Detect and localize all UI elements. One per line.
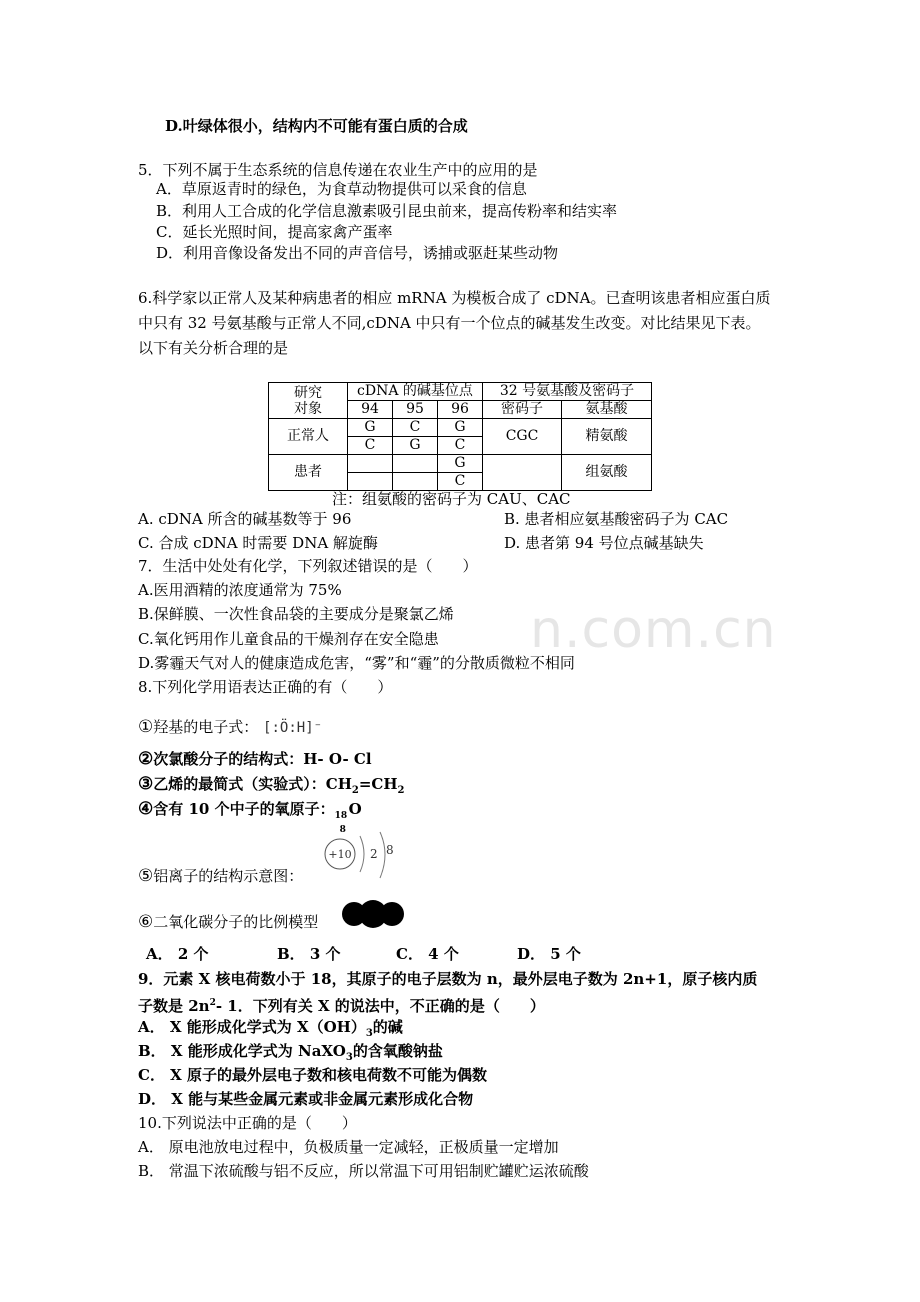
header-96: 96 [438, 401, 483, 419]
header-codon: 密码子 [483, 401, 562, 419]
q8-stem: 8.下列化学用语表达正确的有（ ） [138, 678, 393, 696]
q8-item-3: ③乙烯的最简式（实验式）：$CH_2=CH_2$ [138, 774, 405, 796]
q5-option-b: B．利用人工合成的化学信息激素吸引昆虫前来，提高传粉率和结实率 [156, 202, 618, 220]
watermark: n.com.cn [530, 600, 777, 660]
q9-option-b: B． X 能形成化学式为 NaXO$_3$的含氧酸钠盐 [138, 1042, 443, 1063]
q6-stem-line1: 6.科学家以正常人及某种病患者的相应 mRNA 为模板合成了 cDNA。已查明该患者相应蛋白质 [138, 289, 771, 307]
table-cell: G [348, 419, 393, 437]
table-cell: G [393, 437, 438, 455]
q7-option-a: A.医用酒精的浓度通常为 75% [138, 581, 342, 599]
q9-option-c: C． X 原子的最外层电子数和核电荷数不可能为偶数 [138, 1066, 488, 1084]
table-cell [393, 455, 438, 473]
header-subject: 研究 对象 [269, 383, 348, 419]
q4-option-d: D.叶绿体很小，结构内不可能有蛋白质的合成 [165, 117, 468, 135]
normal-codon: CGC [483, 419, 562, 455]
q5-option-a: A．草原返青时的绿色，为食草动物提供可以采食的信息 [156, 180, 527, 198]
q6-option-a: A. cDNA 所含的碱基数等于 96 [138, 510, 352, 528]
q10-stem: 10.下列说法中正确的是（ ） [138, 1114, 357, 1132]
q10-option-b: B． 常温下浓硫酸与铝不反应，所以常温下可用铝制贮罐贮运浓硫酸 [138, 1162, 589, 1180]
q6-option-d: D. 患者第 94 号位点碱基缺失 [504, 534, 704, 552]
header-cdna-site: cDNA 的碱基位点 [348, 383, 483, 401]
q5-stem: 5．下列不属于生态系统的信息传递在农业生产中的应用的是 [138, 161, 538, 179]
co2-space-filling-model [340, 900, 406, 928]
q5-option-c: C．延长光照时间，提高家禽产蛋率 [156, 223, 393, 241]
header-amino-acid: 32 号氨基酸及密码子 [483, 383, 652, 401]
header-95: 95 [393, 401, 438, 419]
table-cell: C [438, 437, 483, 455]
q9-stem-line1: 9．元素 X 核电荷数小于 18，其原子的电子层数为 n，最外层电子数为 2n+1，原子核内质 [138, 970, 758, 988]
q9-stem-line2: 子数是 $2n^2-$ 1．下列有关 X 的说法中，不正确的是（ ） [138, 997, 545, 1015]
patient-amino-acid: 组氨酸 [562, 455, 652, 491]
q8-option-c: C． 4 个 [396, 945, 459, 963]
q6-stem-line2: 中只有 32 号氨基酸与正常人不同,cDNA 中只有一个位点的碱基发生改变。对比结果见下表。 [138, 314, 761, 332]
q6-stem-line3: 以下有关分析合理的是 [138, 339, 289, 357]
table-note: 注：组氨酸的密码子为 CAU、CAC [332, 490, 571, 508]
nucleus-charge: +10 [328, 848, 352, 861]
q6-option-c: C. 合成 cDNA 时需要 DNA 解旋酶 [138, 534, 378, 552]
q7-option-c: C.氧化钙用作儿童食品的干燥剂存在安全隐患 [138, 630, 439, 648]
row-normal-label: 正常人 [269, 419, 348, 455]
table-cell [348, 455, 393, 473]
table-cell: C [348, 437, 393, 455]
table-cell: G [438, 455, 483, 473]
q8-option-a: A． 2 个 [146, 945, 209, 963]
q9-option-a: A． X 能形成化学式为 $X(OH)_3$的碱 [138, 1018, 403, 1039]
normal-amino-acid: 精氨酸 [562, 419, 652, 455]
patient-codon [483, 455, 562, 491]
table-cell: C [393, 419, 438, 437]
shell-2-electrons: 8 [386, 843, 394, 857]
q8-item-2: ②次氯酸分子的结构式：H- O- Cl [138, 749, 372, 769]
aluminum-ion-diagram [322, 828, 402, 884]
q5-option-d: D．利用音像设备发出不同的声音信号，诱捕或驱赶某些动物 [156, 244, 559, 262]
header-amino: 氨基酸 [562, 401, 652, 419]
table-cell: C [438, 473, 483, 491]
header-94: 94 [348, 401, 393, 419]
q7-option-d: D.雾霾天气对人的健康造成危害，“雾”和“霾”的分散质微粒不相同 [138, 654, 575, 672]
q8-item-4: ④含有 10 个中子的氧原子： 18 8 O [138, 799, 362, 835]
q10-option-a: A． 原电池放电过程中，负极质量一定减轻，正极质量一定增加 [138, 1138, 559, 1156]
row-patient-label: 患者 [269, 455, 348, 491]
q8-item-1: ①羟基的电子式： [:Ö:H]⁻ [138, 717, 323, 737]
q8-option-d: D． 5 个 [517, 945, 581, 963]
table-cell [393, 473, 438, 491]
q7-stem: 7．生活中处处有化学，下列叙述错误的是（ ） [138, 557, 478, 575]
q8-item-6: ⑥二氧化碳分子的比例模型 [138, 912, 319, 932]
hydroxyl-electron-formula: [:Ö:H]⁻ [263, 720, 323, 736]
q9-option-d: D． X 能与某些金属元素或非金属元素形成化合物 [138, 1090, 474, 1108]
table-cell [348, 473, 393, 491]
q8-option-b: B． 3 个 [277, 945, 341, 963]
cdna-comparison-table [268, 382, 652, 491]
table-cell: G [438, 419, 483, 437]
shell-1-electrons: 2 [370, 847, 378, 861]
q7-option-b: B.保鲜膜、一次性食品袋的主要成分是聚氯乙烯 [138, 605, 454, 623]
q8-item-5: ⑤铝离子的结构示意图： [138, 866, 304, 886]
q6-option-b: B. 患者相应氨基酸密码子为 CAC [504, 510, 729, 528]
